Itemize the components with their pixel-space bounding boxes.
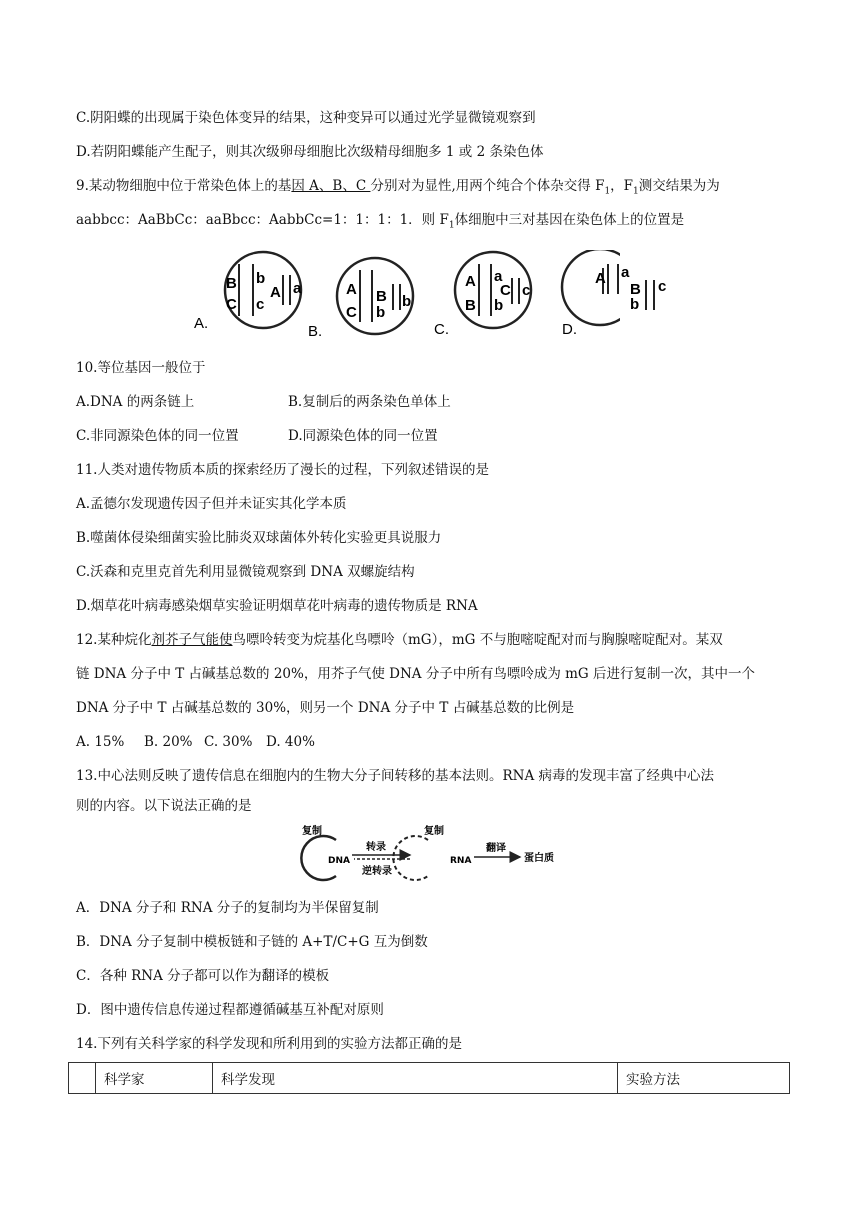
q9-question: 体细胞中三对基因在染色体上的位置是: [454, 212, 685, 228]
option-label: C.: [434, 321, 449, 338]
rna-replication-loop: [393, 836, 428, 880]
translation-label: 翻译: [486, 843, 506, 854]
q12-option-a: A. 15%: [76, 734, 125, 750]
q13-stem-line2: 则的内容。以下说法正确的是: [76, 798, 252, 814]
option-label: A.: [194, 315, 209, 332]
gene-label: A: [465, 273, 476, 290]
chromosome-diagram: [190, 250, 620, 342]
q10-stem: 10.等位基因一般位于: [76, 360, 206, 376]
q12-stem-line2: 链 DNA 分子中 T 占碱基总数的 20%，用芥子气使 DNA 分子中所有鸟嘌呤成为 mG 后进行复制一次，其中一个: [76, 666, 755, 682]
q11-option-d: D.烟草花叶病毒感染烟草实验证明烟草花叶病毒的遗传物质是 RNA: [76, 598, 478, 614]
q10-option-b: B.复制后的两条染色单体上: [288, 394, 451, 410]
cell-c: [455, 252, 531, 328]
table-header-method: 实验方法: [618, 1063, 790, 1094]
q9-ratio: aabbcc：AaBbCc：aaBbcc：AabbCc=1：1：1：1．则 F: [76, 212, 449, 228]
transcription-label: 转录: [366, 842, 386, 853]
q9-subscript: 1: [604, 186, 611, 197]
gene-label: a: [494, 268, 503, 285]
q13-option-c: C．各种 RNA 分子都可以作为翻译的模板: [76, 968, 330, 984]
q9-subscript: 1: [448, 220, 455, 231]
gene-label: c: [658, 278, 667, 295]
q12-option-b: B. 20%: [144, 734, 193, 750]
cell-a: [225, 252, 302, 328]
q10-options-row1: [76, 392, 451, 412]
option-label: D.: [562, 321, 577, 338]
q13-option-b: B．DNA 分子复制中模板链和子链的 A+T/C+G 互为倒数: [76, 934, 428, 950]
methods-table: [68, 1062, 790, 1094]
replicate-label: 复制: [424, 826, 444, 837]
reverse-transcription-label: 逆转录: [362, 866, 392, 877]
table-header-discovery: 科学发现: [213, 1063, 618, 1094]
gene-label: A: [595, 270, 606, 287]
cell-d-labels: [578, 250, 680, 336]
q13-stem-line1: 13.中心法则反映了遗传信息在细胞内的生物大分子间转移的基本法则。RNA 病毒的发现丰富了经典中心法: [76, 768, 714, 784]
table-header-row: [69, 1063, 790, 1094]
q9-stem-line2: [76, 210, 684, 236]
gene-label: c: [522, 282, 531, 299]
q12-stem-line3: DNA 分子中 T 占碱基总数的 30%，则另一个 DNA 分子中 T 占碱基总数的比例是: [76, 700, 575, 716]
replicate-label: 复制: [302, 826, 322, 837]
gene-label: a: [293, 280, 302, 297]
gene-label: C: [346, 304, 357, 321]
q9-stem-part1: 9.某动物细胞中位于常染色体上的基: [76, 178, 292, 194]
table-header-scientist: 科学家: [96, 1063, 213, 1094]
gene-label: b: [376, 304, 386, 321]
q9-stem-part3: ，F: [610, 178, 634, 194]
gene-label: B: [465, 297, 476, 314]
q10-option-c: C.非同源染色体的同一位置: [76, 428, 239, 444]
q9-stem: [76, 176, 720, 202]
q8-option-d: D.若阴阳蝶能产生配子，则其次级卵母细胞比次级精母细胞多 1 或 2 条染色体: [76, 144, 544, 160]
q13-option-d: D．图中遗传信息传递过程都遵循碱基互补配对原则: [76, 1002, 384, 1018]
q11-option-a: A.孟德尔发现遗传因子但并未证实其化学本质: [76, 496, 347, 512]
q8-option-c: C.阴阳蝶的出现属于染色体变异的结果，这种变异可以通过光学显微镜观察到: [76, 110, 536, 126]
q9-stem-genes: 因 A、B、C: [291, 178, 371, 194]
q10-options-row2: [76, 426, 438, 446]
q12-stem-part2: 鸟嘌呤转变为烷基化鸟嘌呤（mG），mG 不与胞嘧啶配对而与胸腺嘧啶配对。某双: [232, 632, 723, 648]
q12-stem-line1: [76, 630, 723, 650]
q12-stem-part1: 12.某种烷化: [76, 632, 152, 648]
gene-label: b: [256, 270, 266, 287]
gene-label: a: [621, 264, 630, 281]
rna-label: RNA: [450, 856, 472, 866]
cell-b: [337, 258, 413, 334]
option-label: B.: [308, 323, 323, 340]
q13-option-a: A．DNA 分子和 RNA 分子的复制均为半保留复制: [76, 900, 379, 916]
gene-label: b: [630, 296, 640, 313]
q11-option-b: B.噬菌体侵染细菌实验比肺炎双球菌体外转化实验更具说服力: [76, 530, 442, 546]
central-dogma-diagram: [292, 822, 562, 888]
q12-options: [76, 732, 315, 752]
q9-subscript: 1: [633, 186, 639, 197]
gene-label: b: [402, 293, 412, 310]
dna-label: DNA: [328, 856, 350, 866]
table-header-index: [69, 1063, 96, 1094]
q12-option-c: C. 30%: [204, 734, 253, 750]
q9-stem-part4: 测交结果为为: [638, 178, 720, 194]
q10-option-a: A.DNA 的两条链上: [76, 394, 195, 410]
gene-label: b: [494, 297, 504, 314]
q11-stem: 11.人类对遗传物质本质的探索经历了漫长的过程，下列叙述错误的是: [76, 462, 489, 478]
protein-label: 蛋白质: [524, 853, 554, 864]
q9-stem-part2: 分别对为显性,用两个纯合个体杂交得 F: [370, 178, 605, 194]
q14-stem: 14.下列有关科学家的科学发现和所利用到的实验方法都正确的是: [76, 1036, 462, 1052]
gene-label: A: [270, 284, 281, 301]
q10-option-d: D.同源染色体的同一位置: [288, 428, 438, 444]
q12-option-d: D. 40%: [266, 734, 315, 750]
q12-stem-underlined: 剂芥子气能使: [151, 632, 233, 648]
gene-label: C: [500, 282, 511, 299]
gene-label: B: [226, 275, 237, 292]
q11-option-c: C.沃森和克里克首先利用显微镜观察到 DNA 双螺旋结构: [76, 564, 415, 580]
gene-label: B: [376, 288, 387, 305]
gene-label: A: [346, 281, 357, 298]
gene-label: c: [256, 296, 265, 313]
gene-label: C: [226, 296, 237, 313]
gene-label: B: [630, 281, 641, 298]
